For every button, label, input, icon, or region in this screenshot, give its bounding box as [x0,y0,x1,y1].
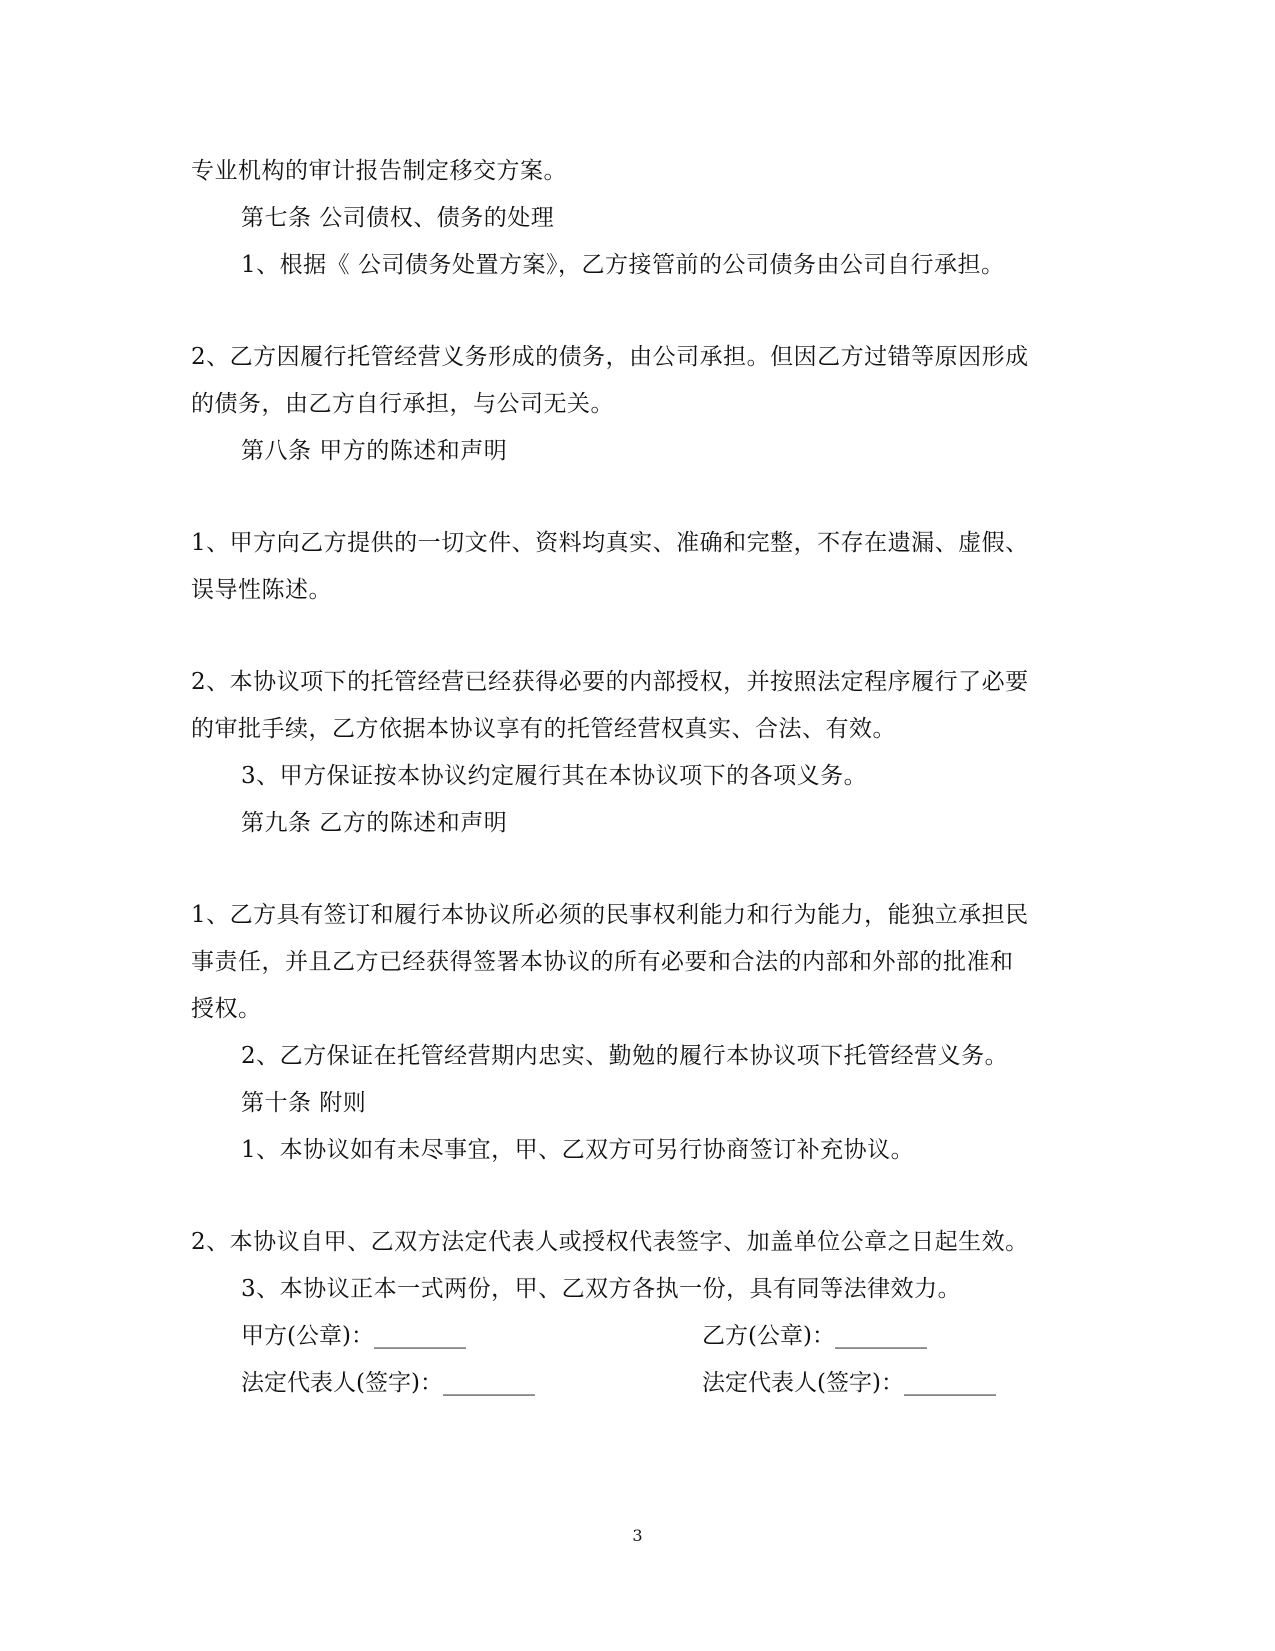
paragraph-line: 2、本协议项下的托管经营已经获得必要的内部授权，并按照法定程序履行了必要 [191,669,1029,695]
party-b-representative-field: 法定代表人(签字)：________ [702,1370,996,1396]
section-heading-article-10: 第十条 附则 [241,1090,367,1116]
paragraph-line: 的审批手续，乙方依据本协议享有的托管经营权真实、合法、有效。 [191,716,896,742]
party-b-seal-field: 乙方(公章)：________ [702,1323,927,1349]
section-heading-article-8: 第八条 甲方的陈述和声明 [241,438,508,464]
page-number: 3 [632,1526,643,1545]
section-heading-article-7: 第七条 公司债权、债务的处理 [241,205,555,231]
party-a-seal-field: 甲方(公章)：________ [241,1323,466,1349]
paragraph-line: 1、甲方向乙方提供的一切文件、资料均真实、准确和完整，不存在遗漏、虚假、 [191,530,1029,556]
paragraph-line: 3、甲方保证按本协议约定履行其在本协议项下的各项义务。 [241,763,868,789]
section-heading-article-9: 第九条 乙方的陈述和声明 [241,810,508,836]
paragraph-line: 专业机构的审计报告制定移交方案。 [191,158,567,184]
paragraph-line: 事责任，并且乙方已经获得签署本协议的所有必要和合法的内部和外部的批准和 [191,949,1014,975]
party-a-representative-field: 法定代表人(签字)：________ [241,1370,535,1396]
paragraph-line: 1、乙方具有签订和履行本协议所必须的民事权利能力和行为能力，能独立承担民 [191,902,1029,928]
paragraph-line: 的债务，由乙方自行承担，与公司无关。 [191,391,614,417]
paragraph-line: 授权。 [191,996,262,1022]
paragraph-line: 2、乙方保证在托管经营期内忠实、勤勉的履行本协议项下托管经营义务。 [241,1043,1009,1069]
paragraph-line: 误导性陈述。 [191,577,332,603]
paragraph-line: 3、本协议正本一式两份，甲、乙双方各执一份，具有同等法律效力。 [241,1276,962,1302]
paragraph-line: 2、本协议自甲、乙双方法定代表人或授权代表签字、加盖单位公章之日起生效。 [191,1229,1029,1255]
paragraph-line: 2、乙方因履行托管经营义务形成的债务，由公司承担。但因乙方过错等原因形成 [191,344,1029,370]
paragraph-line: 1、根据《 公司债务处置方案》，乙方接管前的公司债务由公司自行承担。 [241,252,1005,278]
paragraph-line: 1、本协议如有未尽事宜，甲、乙双方可另行协商签订补充协议。 [241,1137,915,1163]
